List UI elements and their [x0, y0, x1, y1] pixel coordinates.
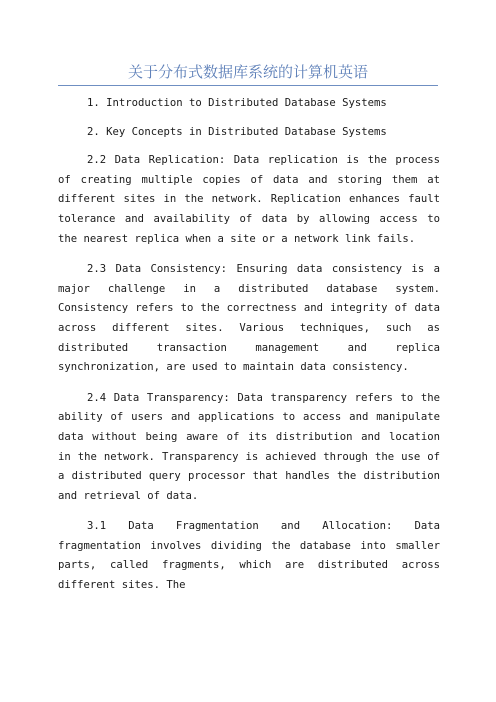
- document-title: 关于分布式数据库系统的计算机英语: [127, 63, 368, 81]
- paragraph-data-transparency: 2.4 Data Transparency: Data transparency refers to the ability of users and applications to access and manipulate data without being aware of its distribution and location in the network. Transparency is achieved through the use of a distributed query processor that handles the distribution and retrieval of data.: [58, 391, 440, 502]
- section-heading-2: 2. Key Concepts in Distributed Database Systems: [87, 125, 387, 138]
- title-divider: [58, 85, 438, 86]
- paragraph-data-consistency: 2.3 Data Consistency: Ensuring data consistency is a major challenge in a distributed database system. Consistency refers to the correctness and integrity of data across different sites. Various techniques, such as distributed transaction management and replica synchronization, are used to maintain data consistency.: [58, 263, 440, 374]
- document-body: [58, 94, 440, 607]
- paragraph-data-replication: 2.2 Data Replication: Data replication is the process of creating multiple copies of data and storing them at different sites in the network. Replication enhances fault tolerance and availability of data by allowing access to the nearest replica when a site or a network link fails.: [58, 154, 440, 245]
- paragraph-data-fragmentation: 3.1 Data Fragmentation and Allocation: Data fragmentation involves dividing the database into smaller parts, called fragments, which are distributed across different sites. The: [58, 520, 440, 592]
- section-heading-1: 1. Introduction to Distributed Database Systems: [87, 97, 387, 109]
